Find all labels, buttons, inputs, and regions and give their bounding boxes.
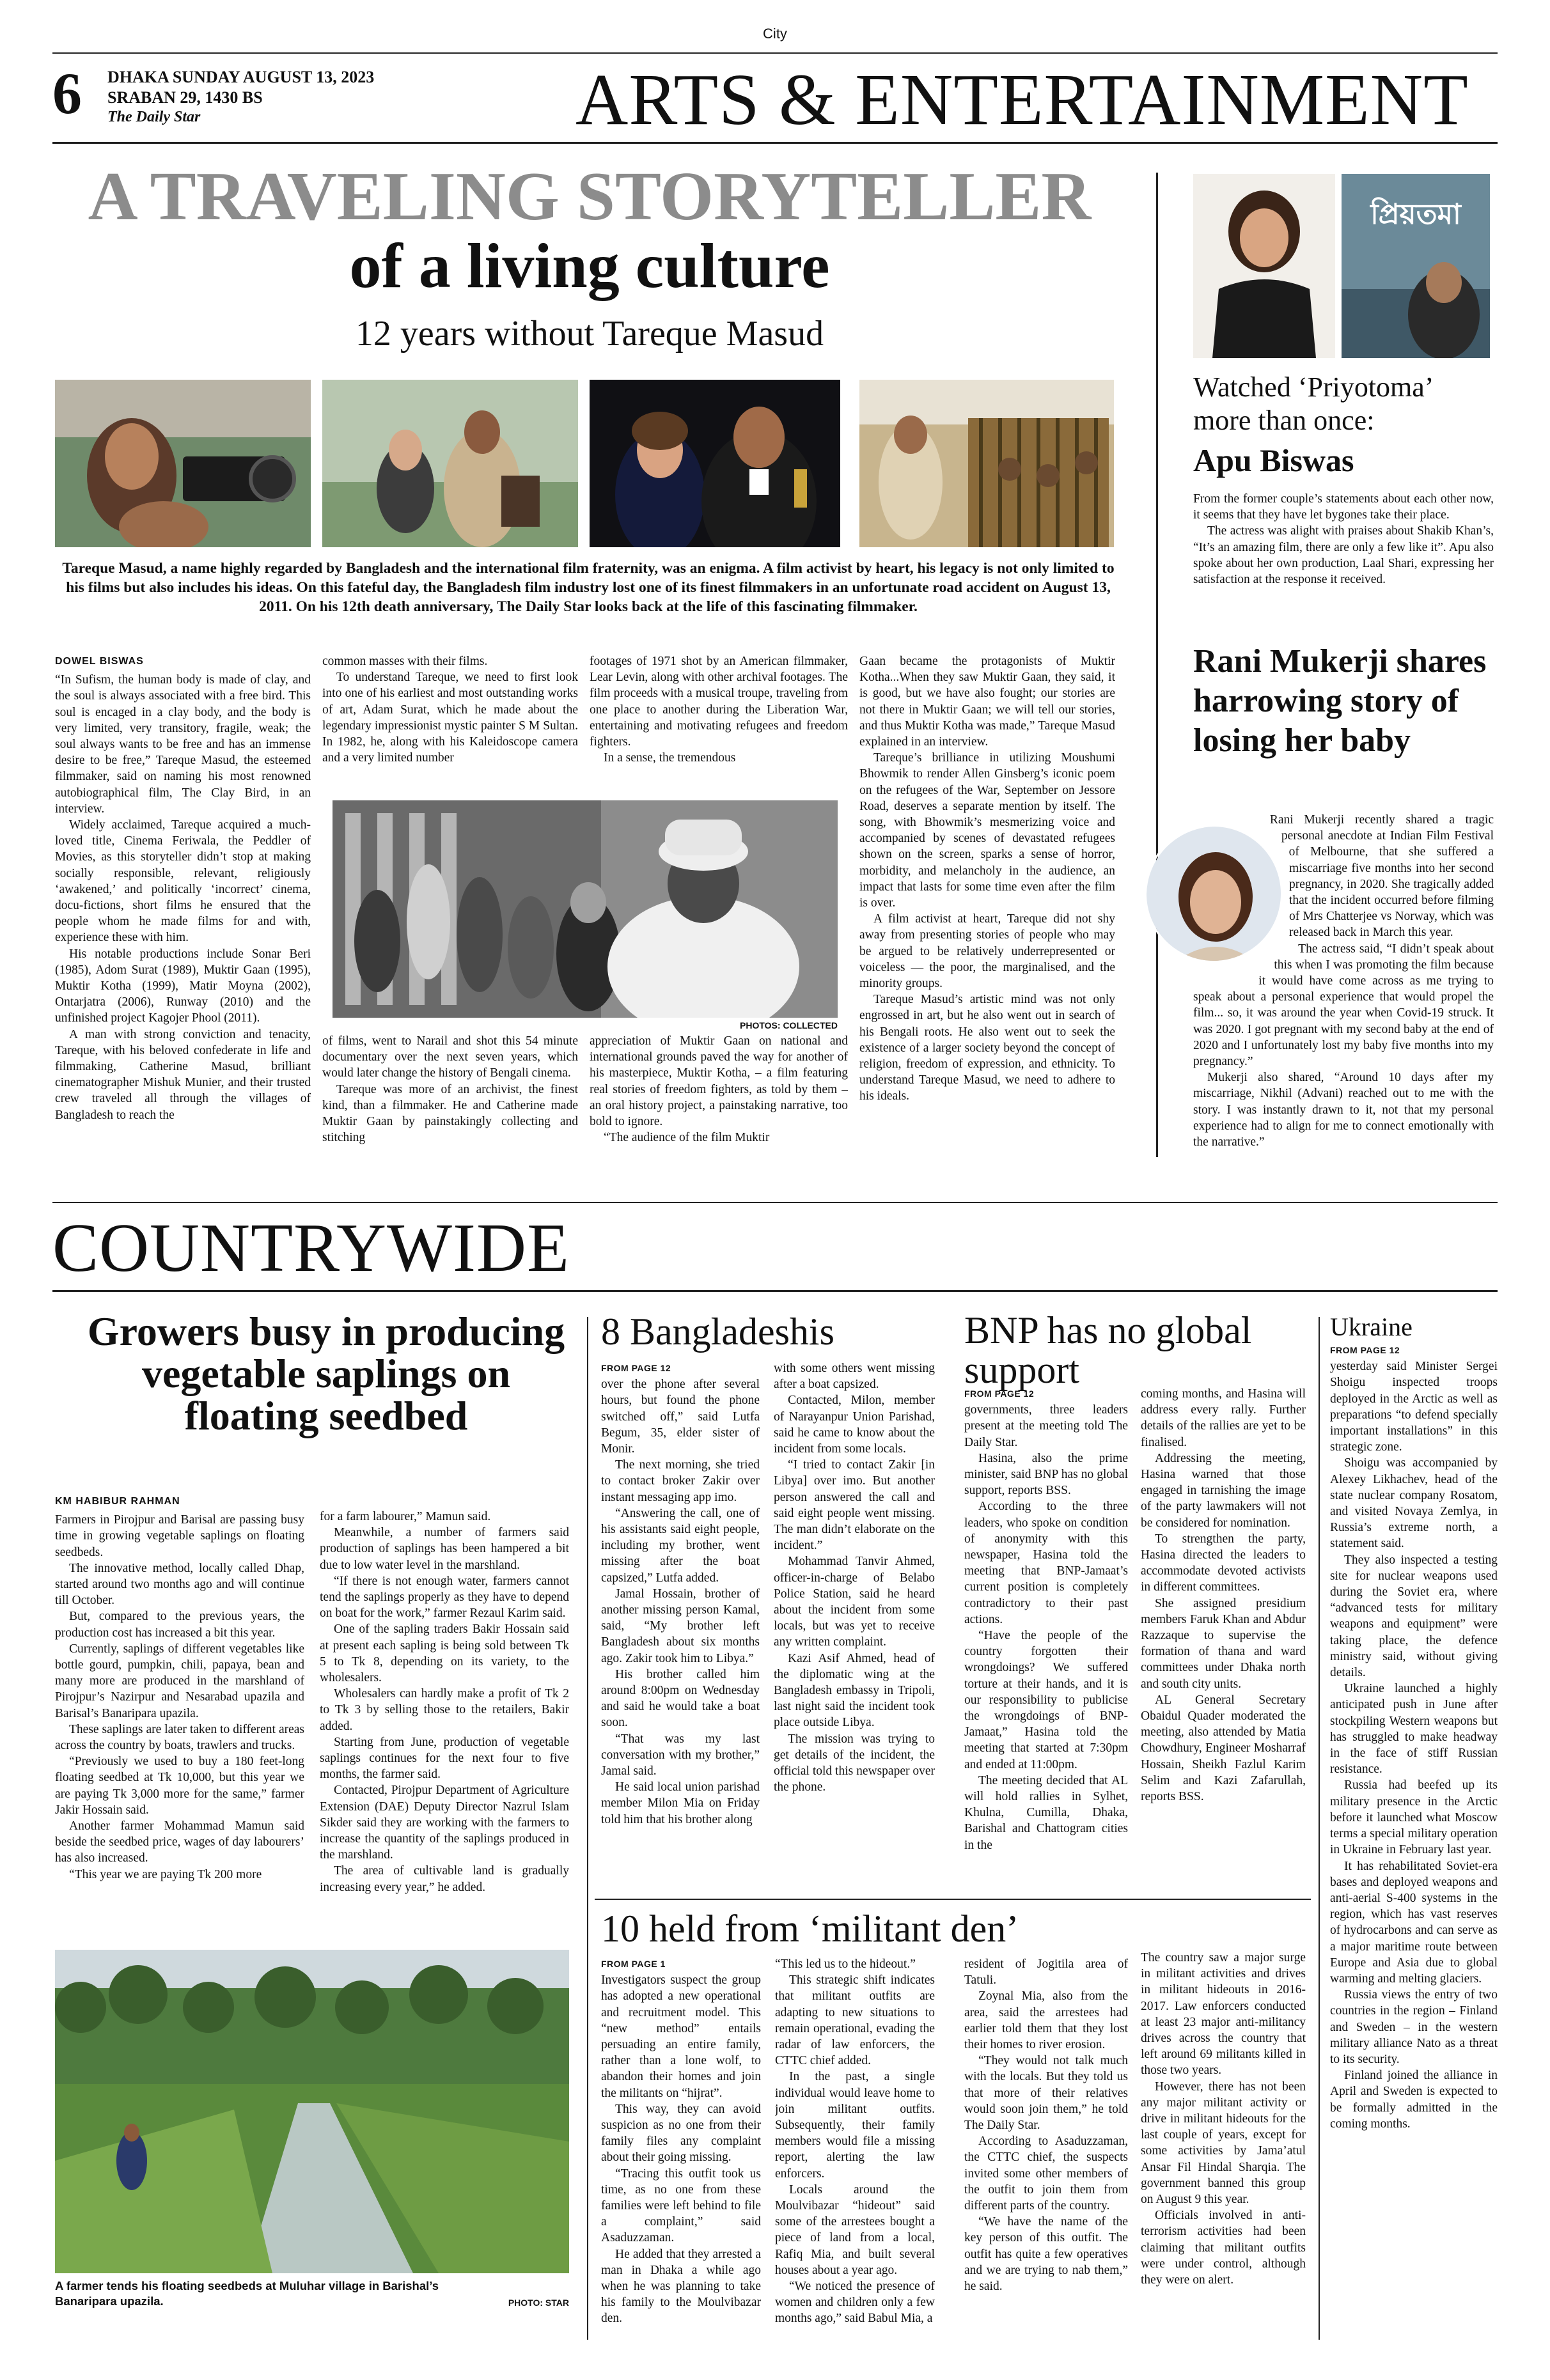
paragraph: Widely acclaimed, Tareque acquired a much-loved title, Cinema Feriwala, the Peddler of Movies, as this storyteller didn’t stop at making socially responsible, relevant, religiously ‘awakened,’ and politically ‘incorrect’ cinema, docu-fictions, short films he ensured that the people whom he made films for and with, experience these with him. bbox=[55, 818, 311, 945]
paragraph: Jamal Hossain, brother of another missing person Kamal, said, “My brother left Bangladesh about six months ago. Zakir took him to Libya.” bbox=[601, 1587, 760, 1665]
paragraph: “Answering the call, one of his assistants said eight people, including my brother, went missing after the boat capsized,” Lutfa added. bbox=[601, 1506, 760, 1585]
paragraph: common masses with their films. bbox=[322, 655, 488, 668]
paragraph: Rani Mukerji recently shared a tragic personal anecdote at Indian Film Festival of Melbourne, that she suffered a miscarriage five months into her second pregnancy, in 2020. She tragically added that the incident occurred before filming of Mrs Chatterjee vs Norway, which was released back in March this year. bbox=[1269, 813, 1494, 940]
from-page: FROM PAGE 12 bbox=[1330, 1345, 1400, 1355]
paragraph: He added that they arrested a man in Dhaka a while ago when he was planning to take his family to the Moulvibazar den. bbox=[601, 2247, 761, 2326]
militant-column-2 bbox=[775, 1956, 935, 2359]
poster-title: প্রিয়তমা bbox=[1370, 198, 1461, 231]
lead-column-1 bbox=[55, 653, 311, 1146]
lead-photo-camera bbox=[55, 380, 311, 547]
countrywide-title: COUNTRYWIDE bbox=[52, 1210, 570, 1286]
paragraph: The meeting decided that AL will hold rallies in Sylhet, Khulna, Cumilla, Dhaka, Barishal and Chattogram cities in the bbox=[964, 1773, 1128, 1852]
lead-photo-credit: PHOTOS: COLLECTED bbox=[740, 1020, 838, 1031]
ukraine-divider bbox=[1319, 1317, 1320, 2340]
paragraph: of films, went to Narail and shot this 54 minute documentary over the next seven years, which would later change the history of Bengali cinema. bbox=[322, 1034, 578, 1080]
growers-photo-credit: PHOTO: STAR bbox=[508, 2298, 569, 2308]
paragraph: The actress said, “I didn’t speak about this when I was promoting the film because it would have come across as me trying to speak about a personal experience that would propel the film... so, it was around the year when Covid-19 struck. It was 2020. I got pregnant with my second baby at the end of 2020 and I unfortunately lost my baby five months into my pregnancy.” bbox=[1193, 942, 1494, 1069]
lead-column-4 bbox=[859, 653, 1115, 1146]
paragraph: Meanwhile, a number of farmers said production of saplings has been hampered a bit due to low water level in the marshland. bbox=[320, 1526, 569, 1572]
paragraph: Contacted, Pirojpur Department of Agriculture Extension (DAE) Deputy Director Nazrul Islam Sikder said they are working with the farmers to increase the quantity of the saplings produced in the marshland. bbox=[320, 1784, 569, 1862]
paragraph: AL General Secretary Obaidul Quader moderated the meeting, also attended by Matia Chowdhury, Engineer Mosharraf Hossain, Sheikh Fazlul Karim Selim and Kazi Zafarullah, reports BSS. bbox=[1141, 1693, 1306, 1804]
dateline: DHAKA SUNDAY AUGUST 13, 2023 bbox=[107, 68, 375, 86]
from-page: FROM PAGE 12 bbox=[964, 1388, 1035, 1399]
paragraph: A film activist at heart, Tareque did not shy away from presenting stories of people who may be argued to be relatively underrepresented or voiceless — the poor, the marginalised, and the minority groups. bbox=[859, 912, 1115, 991]
paragraph: “This year we are paying Tk 200 more bbox=[69, 1867, 262, 1881]
lead-column-2b bbox=[322, 1033, 578, 1146]
paragraph: According to the three leaders, who spoke on condition of anonymity with this newspaper, Hasina told the meeting that BNP-Jamaat’s current position is completely contradictory to their past actions. bbox=[964, 1500, 1128, 1626]
lead-byline: DOWEL BISWAS bbox=[55, 656, 144, 667]
priyotoma-poster bbox=[1342, 174, 1490, 358]
paragraph: Finland joined the alliance in April and Sweden is expected to be formally admitted in the coming months. bbox=[1330, 2069, 1498, 2131]
paragraph: with some others went missing after a boat capsized. bbox=[774, 1362, 935, 1392]
paragraph: Russia views the entry of two countries in the region – Finland and Sweden – in the western military alliance Nato as a threat to its security. bbox=[1330, 1988, 1498, 2066]
paragraph: From the former couple’s statements about each other now, it seems that they have let bygones take their place. bbox=[1193, 492, 1494, 522]
paragraph: “They would not talk much with the locals. But they told us that more of their relatives would soon join them,” he told The Daily Star. bbox=[964, 2054, 1128, 2133]
paragraph: These saplings are later taken to different areas across the country by boats, trawlers and trucks. bbox=[55, 1722, 304, 1753]
paragraph: coming months, and Hasina will address every rally. Further details of the rallies are yet to be finalised. bbox=[1141, 1387, 1306, 1449]
bnp-column-1 bbox=[964, 1386, 1128, 1891]
paragraph: Wholesalers can hardly make a profit of Tk 2 to Tk 3 by selling those to the retailers, Bakir added. bbox=[320, 1687, 569, 1733]
paragraph: To understand Tareque, we need to first look into one of his earliest and most outstanding works of art, Adam Surat, which he made about the legendary impressionist mystic painter S M Sultan. In 1982, he, along with his Kaleidoscope camera and a very limited number bbox=[322, 671, 578, 765]
paragraph: Shoigu was accompanied by Alexey Likhachev, head of the state nuclear company Rosatom, and visited Novaya Zemlya, in Russia’s extreme north, a statement said. bbox=[1330, 1456, 1498, 1551]
countrywide-divider bbox=[587, 1317, 588, 2340]
top-rule bbox=[52, 52, 1498, 54]
paragraph: Ukraine launched a highly anticipated push in June after stockpiling Western weapons but has struggled to make headway in the face of stiff Russian resistance. bbox=[1330, 1682, 1498, 1777]
paragraph: Mukerji also shared, “Around 10 days after my miscarriage, Nikhil (Advani) reached out to me with the story. I was instantly drawn to it, not that my personal experience had to align for me to connect emotionally with the narrative.” bbox=[1193, 1071, 1494, 1149]
paragraph: The actress was alight with praises about Shakib Khan’s, “It’s an amazing film, there are only a few like it”. Apu also spoke about her own production, Laal Shari, expressing her satisfaction at the response it received. bbox=[1193, 524, 1494, 587]
paragraph: His notable productions include Sonar Beri (1985), Adom Surat (1989), Muktir Gaan (1995), Muktir Kotha (1999), Matir Moyna (2002), Ontarjatra (2006), Runway (2010) and the unfinished project Kagojer Phool (2011). bbox=[55, 947, 311, 1025]
paragraph: Investigators suspect the group has adopted a new operational and recruitment model. This “new method” entails persuading an entire family, rather than a lone wolf, to abandon their homes and join the militants on “hijrat”. bbox=[601, 1973, 761, 2100]
paragraph: Tareque’s brilliance in utilizing Moushumi Bhowmik to render Allen Ginsberg’s iconic poem on the refugees of the War, September on Jessore Road, deserves a separate mention by itself. The song, with Bhowmik’s mesmerizing voice and accompanied by scenes of devastated refugees shown on the screen, sparks a sense of horror, morbidity, and melancholy in the audience, an impact that lasts for some time even after the film is over. bbox=[859, 751, 1115, 910]
from-page: FROM PAGE 12 bbox=[601, 1363, 671, 1373]
right-rail-divider bbox=[1156, 173, 1158, 1157]
paragraph: But, compared to the previous years, the production cost has increased a bit this year. bbox=[55, 1610, 304, 1640]
lead-headline: of a living culture bbox=[349, 230, 830, 301]
paragraph: Tareque was more of an archivist, the finest kind, than a filmmaker. He and Catherine made Muktir Gaan by painstakingly collecting and stitching bbox=[322, 1082, 578, 1145]
paragraph: The country saw a major surge in militant activities and drives in militant hideouts in 2016-2017. Law enforcers conducted at least 23 major anti-militancy drives across the country that left around 69 militants killed in those two years. bbox=[1141, 1951, 1306, 2078]
rani-headline: Rani Mukerji shares harrowing story of losing her baby bbox=[1193, 643, 1487, 759]
growers-column-2 bbox=[320, 1509, 569, 1924]
paragraph: “Tracing this outfit took us time, as no one from these families were left behind to file a complaint,” said Asaduzzaman. bbox=[601, 2166, 761, 2245]
paragraph: “We have the name of the key person of this outfit. The outfit has quite a few operatives and we are trying to nab them,” he said. bbox=[964, 2215, 1128, 2294]
paragraph: It has rehabilitated Soviet-era bases and deployed weapons and anti-aerial S-400 systems in the region, which has vast reserves of hydrocarbons and can serve as a major maritime route between Europe and Asia due to global warming and melting glaciers. bbox=[1330, 1859, 1498, 1986]
paragraph: “I tried to contact Zakir [in Libya] over imo. But another person answered the call and said eight people went missing. The man didn’t elaborate on the incident.” bbox=[774, 1458, 935, 1553]
lead-photo-award bbox=[590, 380, 840, 547]
paragraph: They also inspected a testing site for nuclear weapons used during the Soviet era, where “advanced tests for military weapons and equipment” were taking place, the defence ministry said, without giving details. bbox=[1330, 1553, 1498, 1680]
sub-date: SRABAN 29, 1430 BS bbox=[107, 88, 263, 107]
paragraph: Contacted, Milon, member of Narayanpur Union Parishad, said he came to know about the incident from some locals. bbox=[774, 1394, 935, 1456]
paragraph: “Previously we used to buy a 180 feet-long floating seedbed at Tk 10,000, but this year we are paying Tk 3,000 more for the same,” farmer Jakir Hossain said. bbox=[55, 1755, 304, 1817]
rani-body bbox=[1193, 812, 1494, 1151]
growers-photo bbox=[55, 1950, 569, 2273]
ukraine-headline: Ukraine bbox=[1330, 1312, 1413, 1341]
paragraph: for a farm labourer,” Mamun said. bbox=[320, 1510, 491, 1523]
militant-rule bbox=[595, 1899, 1311, 1900]
paragraph: To strengthen the party, Hasina directed the leaders to accommodate devoted activists in different committees. bbox=[1141, 1532, 1306, 1594]
from-page: FROM PAGE 1 bbox=[601, 1959, 666, 1969]
paragraph: footages of 1971 shot by an American filmmaker, Lear Levin, along with other archival footages. The film proceeds with a musical troupe, traveling from one place to another during the Liberation War, entertaining and motivating refugees and freedom fighters. bbox=[590, 655, 848, 749]
section-rule bbox=[52, 1202, 1498, 1203]
paragraph: The mission was trying to get details of the incident, the official told this newspaper over the phone. bbox=[774, 1732, 935, 1794]
paragraph: However, there has not been any major militant activity or drive in militant hideouts for the last couple of years, except for some activities by Jama’atul Ansar Fil Hindal Sharqia. The government banned this group on August 9 this year. bbox=[1141, 2080, 1306, 2207]
paragraph: Locals around the Moulvibazar “hideout” said some of the arrestees bought a piece of land from a local, Rafiq Mia, and built several houses about a year ago. bbox=[775, 2182, 935, 2277]
paragraph: One of the sapling traders Bakir Hossain said at present each sapling is being sold between Tk 5 to Tk 8, depending on its variety, to the wholesalers. bbox=[320, 1622, 569, 1685]
paragraph: This way, they can avoid suspicion as no one from their family files any complaint about their going missing. bbox=[601, 2102, 761, 2165]
paragraph: Starting from June, production of vegetable saplings continues for the next four to five months, the farmer said. bbox=[320, 1735, 569, 1782]
paragraph: Zoynal Mia, also from the area, said the arrestees had earlier told them that they lost their homes to river erosion. bbox=[964, 1989, 1128, 2052]
paragraph: “The audience of the film Muktir bbox=[604, 1131, 770, 1145]
countrywide-rule bbox=[52, 1290, 1498, 1292]
paragraph: “This led us to the hideout.” bbox=[775, 1957, 916, 1971]
paragraph: The area of cultivable land is gradually increasing every year,” he added. bbox=[320, 1864, 569, 1894]
apu-photo bbox=[1193, 174, 1335, 358]
militant-column-1 bbox=[601, 1956, 761, 2359]
growers-headline: Growers busy in producing vegetable saplings on floating seedbed bbox=[87, 1309, 565, 1438]
militant-column-4 bbox=[1141, 1950, 1306, 2359]
paragraph: “That was my last conversation with my brother,” Jamal said. bbox=[601, 1732, 760, 1778]
paragraph: Another farmer Mohammad Mamun said beside the seedbed price, wages of day labourers’ has also increased. bbox=[55, 1819, 304, 1865]
section-title: ARTS & ENTERTAINMENT bbox=[575, 59, 1469, 140]
paragraph: He said local union parishad member Milon Mia on Friday told him that his brother along bbox=[601, 1780, 760, 1826]
paragraph: Currently, saplings of different vegetables like bottle gourd, pumpkin, chili, papaya, bean and many more are produced in the marshland of Pirojpur’s Nazirpur and Nesarabad upazila and Barisal’s Banaripara upazila. bbox=[55, 1642, 304, 1720]
paragraph: “We noticed the presence of women and children only a few months ago,” said Babul Mia, a bbox=[775, 2280, 935, 2326]
paragraph: In a sense, the tremendous bbox=[604, 751, 736, 765]
paragraph: Gaan became the protagonists of Muktir Kotha...When they saw Muktir Gaan, they said, it is good, but we have also fought; our stories are not there in Muktir Gaan; we will tell our stories, and thus Muktir Kotha was made,” Tareque Masud explained in an interview. bbox=[859, 655, 1115, 749]
masthead-rule bbox=[52, 142, 1498, 144]
paragraph: Russia had beefed up its military presence in the Arctic before it launched what Moscow terms a special military operation in Ukraine in February last year. bbox=[1330, 1778, 1498, 1857]
paragraph: Tareque Masud’s artistic mind was not only engrossed in art, but he also went out in search of his Bengali roots. He also went out to seek the existence of a larger society beyond the concept of religion, freedom of expression, and ethnicity. To understand Tareque Masud, we need to adhere to his ideals. bbox=[859, 993, 1115, 1103]
paragraph: Hasina, also the prime minister, said BNP has no global support, reports BSS. bbox=[964, 1451, 1128, 1498]
paragraph: “Have the people of the country forgotten their wrongdoings? We suffered torture at their hands, and it is our responsibility to publicise the wrongdoings of BNP-Jamaat,” Hasina told the meeting that started at 7:30pm and ended at 11:00pm. bbox=[964, 1629, 1128, 1771]
militant-column-3 bbox=[964, 1956, 1128, 2359]
page-number: 6 bbox=[52, 61, 82, 126]
lead-kicker: A TRAVELING STORYTELLER bbox=[88, 159, 1092, 235]
section-label: City bbox=[763, 26, 787, 42]
paragraph: “In Sufism, the human body is made of clay, and the soul is always associated with a free bird. This soul is encaged in a clay body, and the body is very limited, very transitory, fragile, weak; the soul always wants to be free and has an immense desire to be free,” Tareque Masud, the esteemed filmmaker, said on naming his most renowned autobiographical film, The Clay Bird, in an interview. bbox=[55, 673, 311, 816]
militant-headline: 10 held from ‘militant den’ bbox=[601, 1908, 1019, 1950]
lead-photo-children bbox=[859, 380, 1114, 547]
paragraph: The innovative method, locally called Dhap, started around two months ago and will continue till October. bbox=[55, 1561, 304, 1608]
bnp-headline: BNP has no global support bbox=[964, 1309, 1252, 1391]
lead-column-3b bbox=[590, 1033, 848, 1146]
apu-headline-a: Watched ‘Priyotoma’ more than once: bbox=[1193, 371, 1432, 436]
apu-body bbox=[1193, 491, 1494, 625]
bd8-column-1 bbox=[601, 1360, 760, 1891]
bd8-headline: 8 Bangladeshis bbox=[601, 1311, 834, 1353]
paragraph: over the phone after several hours, but found the phone switched off,” said Lutfa Begum, 35, elder sister of Monir. bbox=[601, 1378, 760, 1456]
growers-caption: A farmer tends his floating seedbeds at Muluhar village in Barishal’s Banaripara upazila. bbox=[55, 2279, 439, 2308]
paragraph: In the past, a single individual would leave home to join militant outfits. Subsequently, their family members would file a missing report, alerting the law enforcers. bbox=[775, 2070, 935, 2181]
paragraph: Officials involved in anti-terrorism activities had been claiming that militant outfits were under control, although they were on alert. bbox=[1141, 2209, 1306, 2287]
bd8-column-2 bbox=[774, 1360, 935, 1891]
paragraph: According to Asaduzzaman, the CTTC chief, the suspects invited some other members of the outfit to join them from different parts of the country. bbox=[964, 2135, 1128, 2213]
paragraph: She assigned presidium members Faruk Khan and Abdur Razzaque to supervise the formation of thana and ward committees under Dhaka north and south city units. bbox=[1141, 1596, 1306, 1691]
paragraph: Farmers in Pirojpur and Barisal are passing busy time in growing vegetable saplings on floating seedbeds. bbox=[55, 1513, 304, 1559]
paragraph: appreciation of Muktir Gaan on national and international grounds paved the way for another of his masterpiece, Muktir Kotha, – a film featuring real stories of freedom fighters, as told by them – an oral history project, a painstaking narrative, too bold to ignore. bbox=[590, 1034, 848, 1129]
paper-name: The Daily Star bbox=[107, 109, 201, 125]
bnp-column-2 bbox=[1141, 1386, 1306, 1891]
lead-column-3a bbox=[590, 653, 848, 798]
paragraph: This strategic shift indicates that militant outfits are adapting to new situations to remain operational, evading the radar of law enforcers, the CTTC chief added. bbox=[775, 1973, 935, 2068]
paragraph: The next morning, she tried to contact broker Zakir over instant messaging app imo. bbox=[601, 1458, 760, 1504]
paragraph: yesterday said Minister Sergei Shoigu inspected troops deployed in the Arctic as well as preparations “to defend specially important installations” in this strategic zone. bbox=[1330, 1360, 1498, 1454]
lead-subhead: 12 years without Tareque Masud bbox=[355, 314, 824, 354]
paragraph: resident of Jogitila area of Tatuli. bbox=[964, 1957, 1128, 1987]
paragraph: governments, three leaders present at the meeting told The Daily Star. bbox=[964, 1403, 1128, 1449]
apu-headline-b: Apu Biswas bbox=[1193, 442, 1354, 478]
paragraph: A man with strong conviction and tenacity, Tareque, with his beloved confederate in life and filmmaking, Catherine Masud, brilliant cinematographer Mishuk Munier, and their trusted crew traveled all through the villages of Bangladesh to reach the bbox=[55, 1027, 311, 1122]
paragraph: His brother called him around 8:00pm on Wednesday and said he would take a boat soon. bbox=[601, 1667, 760, 1730]
paragraph: Kazi Asif Ahmed, head of the diplomatic wing at the Bangladesh embassy in Tripoli, last night said the incident took place outside Libya. bbox=[774, 1651, 935, 1730]
lead-photo-group bbox=[333, 800, 838, 1018]
paragraph: Mohammad Tanvir Ahmed, officer-in-charge of Belabo Police Station, said he heard about the incident from some locals, but was yet to receive any written complaint. bbox=[774, 1555, 935, 1649]
growers-column-1 bbox=[55, 1493, 304, 1922]
lead-column-2a bbox=[322, 653, 578, 798]
lead-photo-riverside bbox=[322, 380, 578, 547]
lead-intro: Tareque Masud, a name highly regarded by Bangladesh and the international film fraternity, was an enigma. A film activist by heart, his legacy is not only limited to his films but also includes his ideas. On this fateful day, the Bangladesh film industry lost one of its finest filmmakers in an unfortunate road accident on August 13, 2011. On his 12th death anniversary, The Daily Star looks back at the life of this fascinating filmmaker. bbox=[62, 560, 1115, 615]
ukraine-column bbox=[1330, 1342, 1498, 2356]
growers-byline: KM HABIBUR RAHMAN bbox=[55, 1496, 180, 1507]
paragraph: Addressing the meeting, Hasina warned that those engaged in tarnishing the image of the party lawmakers will not be considered for nomination. bbox=[1141, 1451, 1306, 1530]
paragraph: “If there is not enough water, farmers cannot tend the saplings properly as they have to depend on boat for the work,” farmer Rezaul Karim said. bbox=[320, 1574, 569, 1621]
